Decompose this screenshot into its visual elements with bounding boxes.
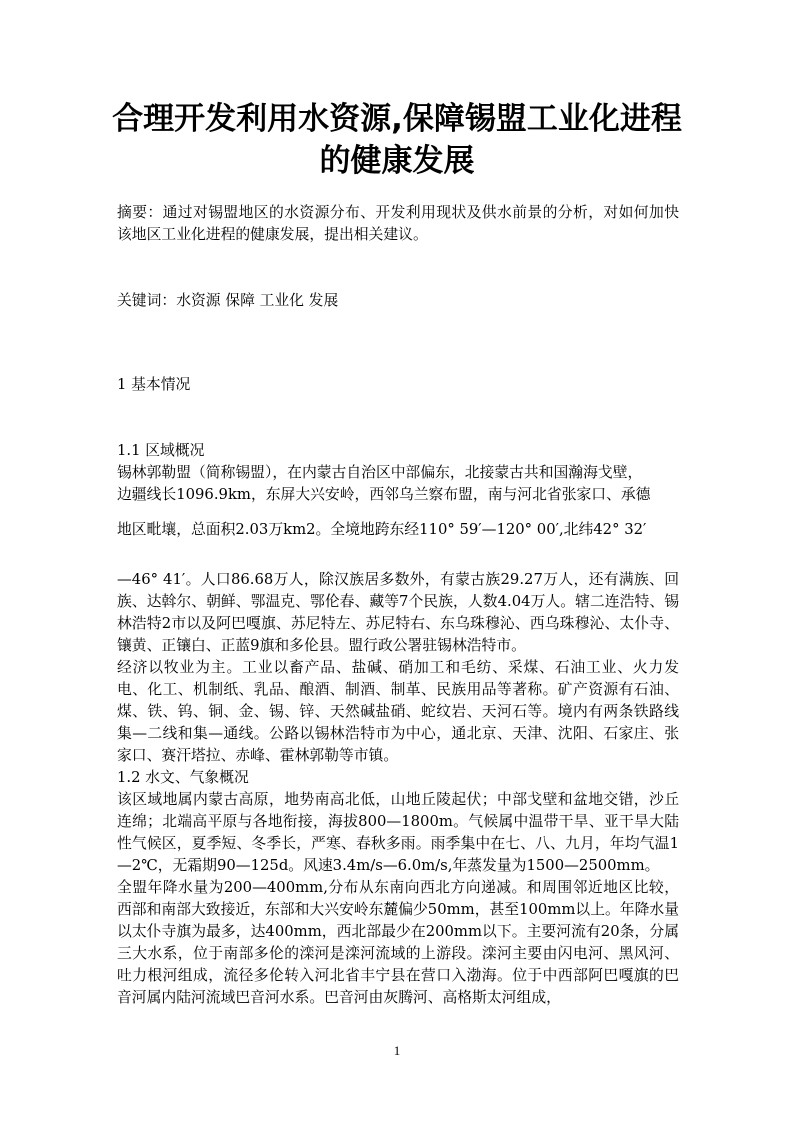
paragraph-precipitation: 全盟年降水量为200—400mm,分布从东南向西北方向递减。和周围邻近地区比较，西部和南部大致接近，东部和大兴安岭东麓偏少50mm，甚至100mm以上。年降水量以太仆寺旗为最多，达400mm，西北部最少在200mm以下。主要河流有20条，分属三大水系，位于南部多伦的滦河是滦河流域的上游段。滦河主要由闪电河、黑风河、吐力根河组成，流径多伦转入河北省丰宁县在营口入渤海。位于中西部阿巴嘎旗的巴音河属内陆河流域巴音河水系。巴音河由灰腾河、高格斯太河组成， <box>117 879 679 1006</box>
subsection-heading: 1.2 水文、气象概况 <box>117 769 249 786</box>
paragraph-line: 锡林郭勒盟（简称锡盟），在内蒙古自治区中部偏东，北接蒙古共和国瀚海戈壁， <box>117 464 643 481</box>
paragraph-economy: 经济以牧业为主。工业以畜产品、盐碱、硝加工和毛纺、采煤、石油工业、火力发电、化工、机制纸、乳品、酿酒、制酒、制革、民族用品等著称。矿产资源有石油、煤、铁、钨、铜、金、锡、锌、天然碱盐硝、蛇纹岩、天河石等。境内有两条铁路线集—二线和集—通线。公路以锡林浩特市为中心，通北京、天津、沈阳、石家庄、张家口、赛汗塔拉、赤峰、霍林郭勒等市镇。 <box>117 659 679 764</box>
paragraph-terrain-climate: 该区域地属内蒙古高原，地势南高北低，山地丘陵起伏；中部戈壁和盆地交错，沙丘连绵；北端高平原与各地衔接，海拔800—1800m。气候属中温带干旱、亚干旱大陆性气候区，夏季短、冬季长，严寒、春秋多雨。雨季集中在七、八、九月，年均气温1—2℃，无霜期90—125d。风速3.4m/s—6.0m/s,年蒸发量为1500—2500mm。 <box>117 791 679 874</box>
section-heading: 1 基本情况 <box>117 376 191 393</box>
keywords: 关键词：水资源 保障 工业化 发展 <box>117 292 339 309</box>
abstract: 摘要：通过对锡盟地区的水资源分布、开发利用现状及供水前景的分析，对如何加快该地区工业化进程的健康发展，提出相关建议。 <box>117 204 679 243</box>
paragraph-population: —46° 41′。人口86.68万人，除汉族居多数外，有蒙古族29.27万人，还有满族、回族、达斡尔、朝鲜、鄂温克、鄂伦春、藏等7个民族，人数4.04万人。辖二连浩特、锡林浩特2市以及阿巴嘎旗、苏尼特左、苏尼特右、东乌珠穆沁、西乌珠穆沁、太仆寺、镶黄、正镶白、正蓝9旗和多伦县。盟行政公署驻锡林浩特市。 <box>117 571 679 654</box>
subsection-heading: 1.1 区域概况 <box>117 442 205 459</box>
paragraph-line: 边疆线长1096.9km，东屏大兴安岭，西邻乌兰察布盟，南与河北省张家口、承德 <box>117 486 651 503</box>
page-number: 1 <box>393 1043 401 1058</box>
document-title: 合理开发利用水资源,保障锡盟工业化进程的健康发展 <box>112 101 682 179</box>
paragraph-line-coordinates: 地区毗壤，总面积2.03万km2。全境地跨东经110° 59′—120° 00′,北纬42° 32′ <box>117 521 647 538</box>
document-body <box>117 202 679 1009</box>
paragraph-region-overview <box>117 462 679 506</box>
